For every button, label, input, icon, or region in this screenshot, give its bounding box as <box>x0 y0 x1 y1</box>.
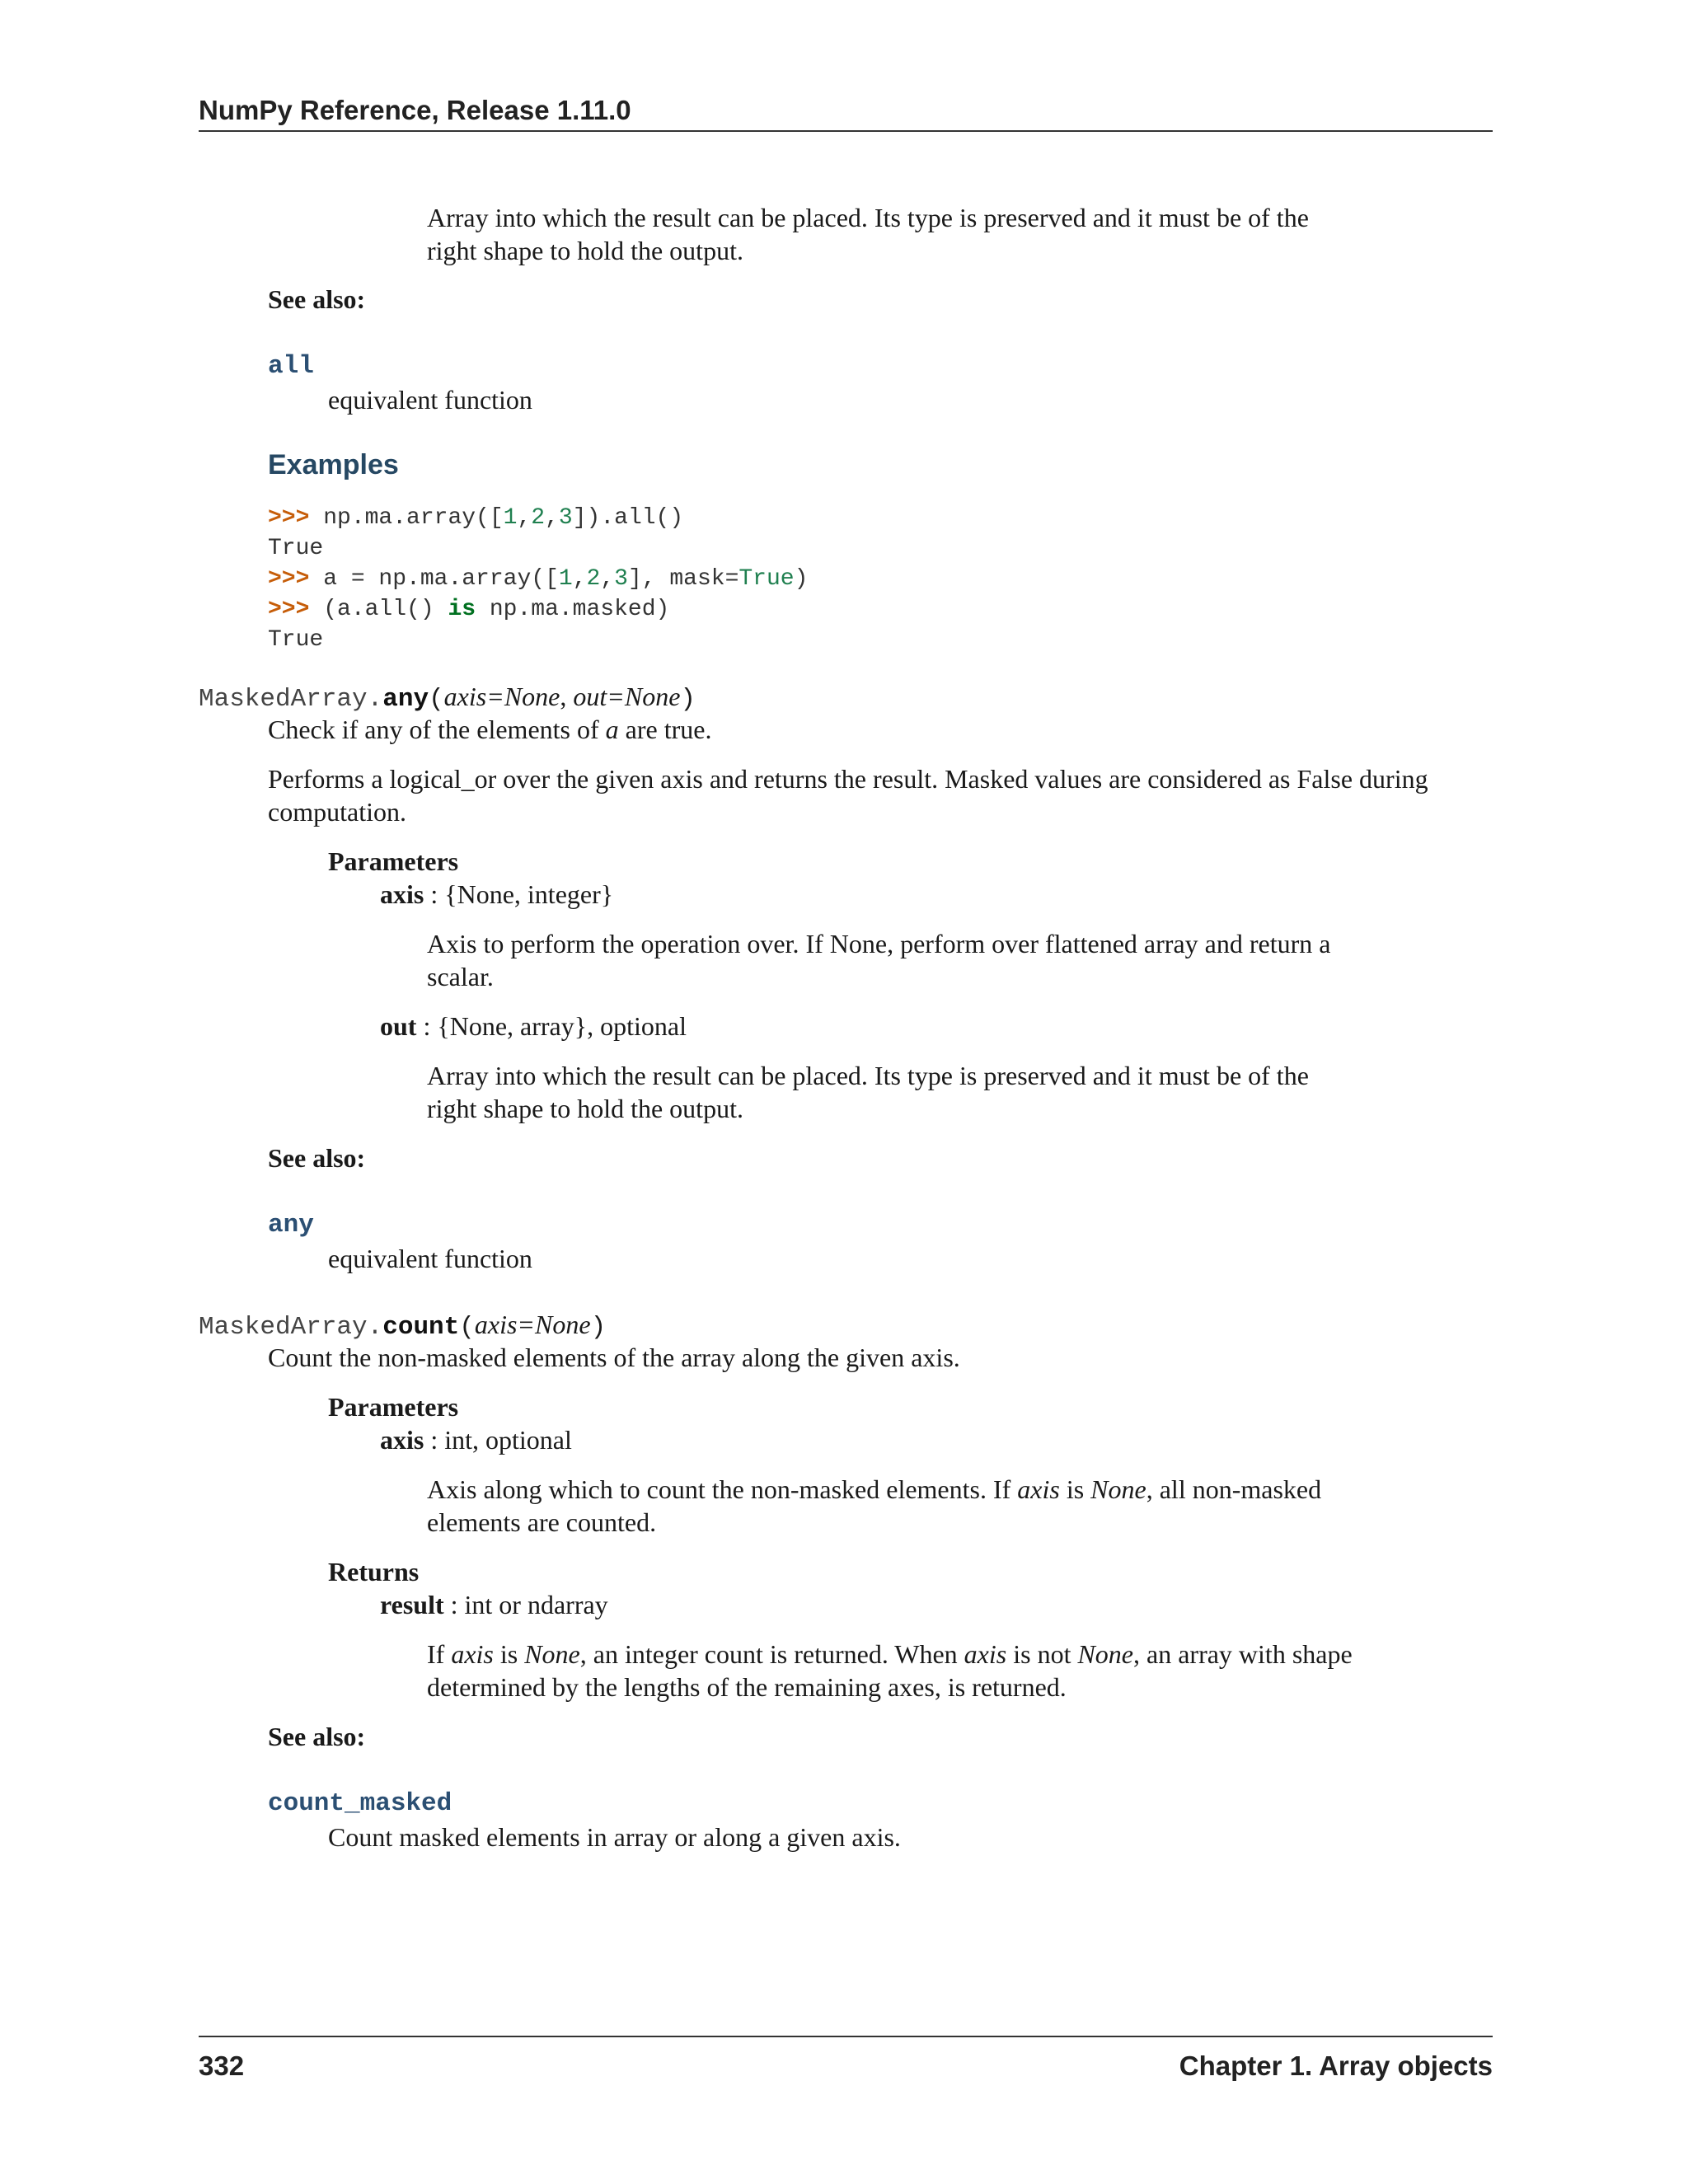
see-also-link-count-masked[interactable]: count_masked <box>268 1789 452 1818</box>
count-param-axis-desc-2: elements are counted. <box>427 1507 657 1537</box>
count-summary: Count the non-masked elements of the array along the given axis. <box>268 1343 960 1372</box>
any-param-out-desc-2: right shape to hold the output. <box>427 1094 743 1123</box>
page-header <box>199 92 1493 132</box>
any-param-axis-desc-1: Axis to perform the operation over. If None, perform over flattened array and return a <box>427 929 1331 958</box>
out-description-line-2: right shape to hold the output. <box>427 236 743 265</box>
page-footer <box>199 2036 1493 2082</box>
count-parameters-heading: Parameters <box>328 1392 459 1422</box>
see-also-link-any[interactable]: any <box>268 1211 314 1240</box>
any-description-line-1: Performs a logical_or over the given axis and returns the result. Masked values are considered as False during <box>268 764 1428 794</box>
method-signature-any: MaskedArray.any(axis=None, out=None) <box>199 682 696 714</box>
any-param-axis-desc-2: scalar. <box>427 962 494 991</box>
see-also-link-all[interactable]: all <box>268 352 314 381</box>
any-param-axis: axis : {None, integer} <box>380 879 614 909</box>
any-see-also-description: equivalent function <box>328 1244 532 1273</box>
chapter-title: Chapter 1. Array objects <box>1179 2050 1493 2081</box>
any-param-out-desc-1: Array into which the result can be placed. Its type is preserved and it must be of the <box>427 1061 1309 1090</box>
count-param-axis-desc-1: Axis along which to count the non-masked elements. If axis is None, all non-masked <box>427 1474 1322 1504</box>
code-line-4: >>> (a.all() is np.ma.masked) <box>268 597 670 622</box>
code-line-1: >>> np.ma.array([1,2,3]).all() <box>268 505 684 531</box>
document-title: NumPy Reference, Release 1.11.0 <box>199 95 631 125</box>
any-description-line-2: computation. <box>268 797 406 827</box>
code-example-block <box>268 503 808 655</box>
any-parameters-heading: Parameters <box>328 846 459 876</box>
code-line-5: True <box>268 627 324 653</box>
count-return-desc-1: If axis is None, an integer count is returned. When axis is not None, an array with shape <box>427 1639 1353 1669</box>
count-return-desc-2: determined by the lengths of the remaining axes, is returned. <box>427 1672 1067 1702</box>
code-line-3: >>> a = np.ma.array([1,2,3], mask=True) <box>268 566 809 592</box>
page-number: 332 <box>199 2050 245 2081</box>
count-returns-heading: Returns <box>328 1557 420 1586</box>
count-return-result: result : int or ndarray <box>380 1590 608 1619</box>
code-line-2: True <box>268 536 324 561</box>
count-param-axis: axis : int, optional <box>380 1425 572 1455</box>
any-see-also-label: See also: <box>268 1143 366 1173</box>
any-param-out: out : {None, array}, optional <box>380 1011 687 1041</box>
count-see-also-description: Count masked elements in array or along a given axis. <box>328 1822 901 1852</box>
out-description-line-1: Array into which the result can be placed. Its type is preserved and it must be of the <box>427 203 1309 232</box>
method-signature-count: MaskedArray.count(axis=None) <box>199 1310 607 1342</box>
see-also-label: See also: <box>268 284 366 314</box>
any-summary: Check if any of the elements of a are true. <box>268 715 712 744</box>
count-see-also-label: See also: <box>268 1722 366 1751</box>
examples-heading: Examples <box>268 449 399 480</box>
see-also-description: equivalent function <box>328 385 532 415</box>
